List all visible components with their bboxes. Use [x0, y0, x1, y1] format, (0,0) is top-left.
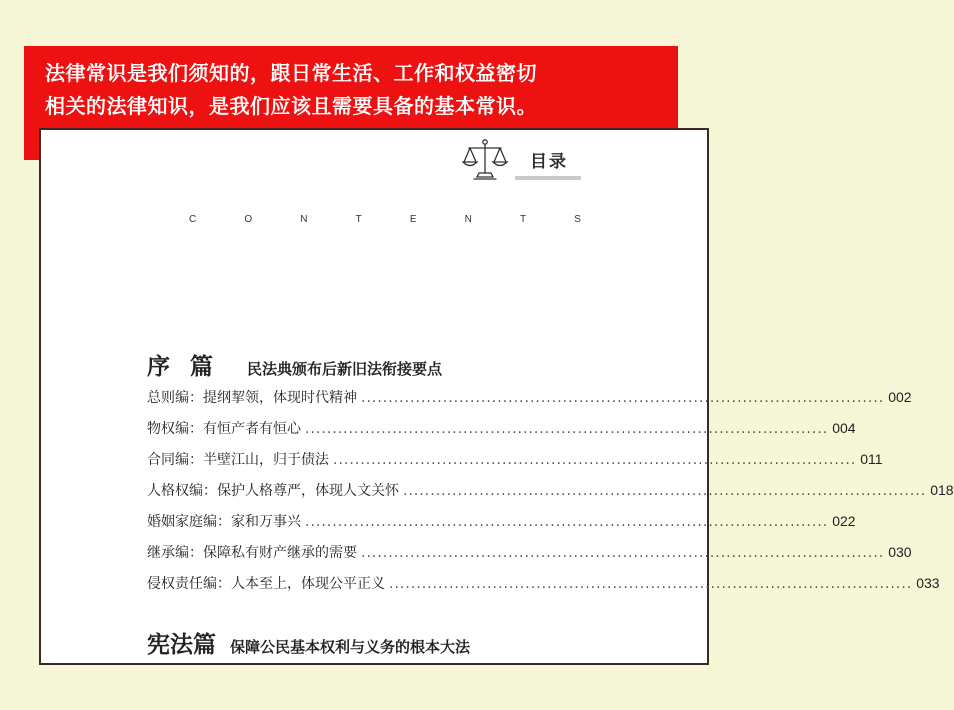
dot-leader: ................................................................................................: [305, 514, 829, 530]
dot-leader: ................................................................................................: [361, 545, 885, 561]
dot-leader: ................................................................................................: [361, 390, 885, 406]
section-title-preface: [147, 348, 442, 381]
contents-letter: E: [409, 214, 417, 225]
toc-entry-page: 030: [888, 544, 912, 560]
section-subtitle: 民法典颁布后新旧法衔接要点: [247, 360, 443, 378]
contents-letter: O: [244, 214, 253, 225]
toc-entry-page: 002: [888, 389, 912, 405]
toc-page: [39, 128, 954, 665]
dot-leader: ................................................................................................: [305, 421, 829, 437]
toc-entry-title: 总则编：提纲挈领，体现时代精神: [147, 390, 357, 406]
section-heading: 宪法篇: [147, 631, 216, 658]
dot-leader: ................................................................................................: [333, 452, 857, 468]
toc-entry[interactable]: [147, 387, 912, 418]
toc-entry[interactable]: [147, 449, 883, 480]
toc-entry-title: 侵权责任编：人本至上，体现公平正义: [147, 576, 385, 592]
section-heading: 序篇: [147, 353, 233, 380]
toc-entry-page: 018: [930, 482, 954, 498]
contents-letter: T: [355, 214, 362, 225]
toc-entry[interactable]: [147, 511, 856, 542]
dot-leader: ................................................................................................: [403, 483, 927, 499]
contents-letter: N: [300, 214, 308, 225]
contents-letter: T: [520, 214, 527, 225]
toc-entry-page: 033: [916, 575, 940, 591]
toc-heading: 目录: [530, 152, 568, 172]
section-subtitle: 保障公民基本权利与义务的根本大法: [230, 638, 471, 656]
scales-of-justice-icon: [461, 138, 509, 182]
toc-entry[interactable]: [147, 573, 940, 604]
toc-entry[interactable]: [147, 480, 954, 511]
contents-letter: S: [574, 214, 581, 225]
banner-line-2: 相关的法律知识，是我们应该且需要具备的基本常识。: [45, 94, 537, 118]
heading-underline: [515, 176, 581, 180]
toc-entry-title: 物权编：有恒产者有恒心: [147, 421, 301, 437]
toc-entry-list: [147, 387, 954, 604]
contents-letter: C: [189, 214, 197, 225]
toc-entry-title: 继承编：保障私有财产继承的需要: [147, 545, 357, 561]
toc-entry-page: 011: [860, 451, 883, 467]
toc-entry-title: 婚姻家庭编：家和万事兴: [147, 514, 301, 530]
toc-entry[interactable]: [147, 418, 856, 449]
contents-word: [189, 214, 581, 225]
toc-entry-page: 022: [832, 513, 856, 529]
contents-letter: N: [464, 214, 472, 225]
toc-entry-page: 004: [832, 420, 856, 436]
toc-entry-title: 人格权编：保护人格尊严，体现人文关怀: [147, 483, 399, 499]
section-title-constitution: [147, 626, 470, 659]
toc-entry-title: 合同编：半壁江山，归于债法: [147, 452, 329, 468]
dot-leader: ................................................................................................: [389, 576, 913, 592]
banner-line-1: 法律常识是我们须知的，跟日常生活、工作和权益密切: [45, 61, 537, 85]
toc-entry[interactable]: [147, 542, 912, 573]
